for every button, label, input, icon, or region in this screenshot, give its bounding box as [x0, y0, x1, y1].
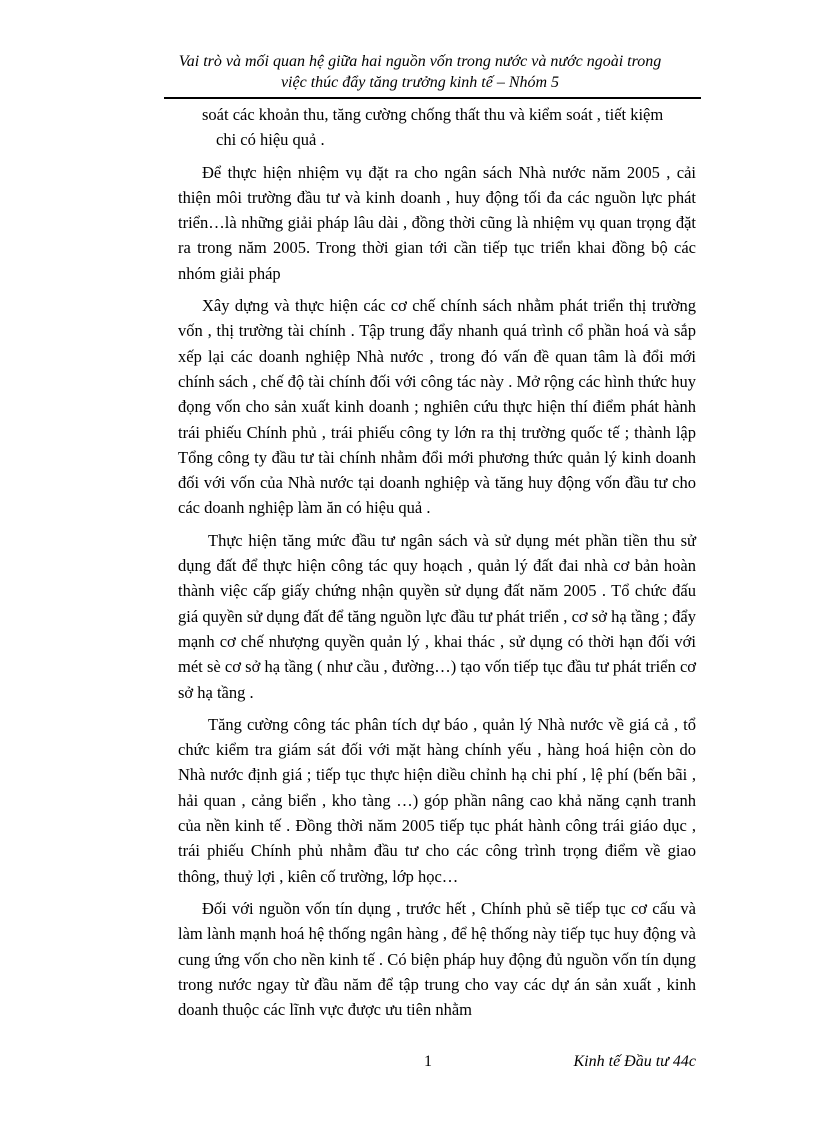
header-line-2: việc thúc đẩy tăng trưởng kinh tế – Nhóm 5 [280, 74, 560, 91]
header-line-1: Vai trò và mối quan hệ giữa hai nguồn vốn trong nước và nước ngoài trong [178, 53, 662, 70]
body-text [178, 102, 696, 1029]
paragraph-continued [178, 102, 696, 153]
page-number: 1 [424, 1053, 432, 1070]
paragraph-4: Tăng cường công tác phân tích dự báo , quản lý Nhà nước về giá cả , tổ chức kiểm tra giám sát đối với mặt hàng chính yếu , hàng hoá hiện còn do Nhà nước định giá ; tiếp tục thực hiện diều chỉnh hạ chi phí , lệ phí (bến bãi , hải quan , cảng biển , kho tàng …) góp phần nâng cao khả năng cạnh tranh của nền kinh tế . Đồng thời năm 2005 tiếp tục phát hành công trái giáo dục , trái phiếu Chính phủ nhằm đầu tư cho các công trình trọng điểm về giao thông, thuỷ lợi , kiên cố trường, lớp học… [178, 714, 696, 886]
paragraph-1: Để thực hiện nhiệm vụ đặt ra cho ngân sách Nhà nước năm 2005 , cải thiện môi trường đầu tư và kinh doanh , huy động tối đa các nguồn lực phát triển…là những giải pháp lâu dài , đồng thời cũng là nhiệm vụ quan trọng đặt ra trong năm 2005. Trong thời gian tới cần tiếp tục triển khai đồng bộ các nhóm giải pháp [178, 162, 696, 283]
header-rule [164, 97, 701, 99]
paragraph-3: Thực hiện tăng mức đầu tư ngân sách và sử dụng mét phần tiền thu sử dụng đất để thực hiện công tác quy hoạch , quản lý đất đai nhà cơ bản hoàn thành việc cấp giấy chứng nhận quyền sử dụng đất năm 2005 . Tổ chức đấu giá quyền sử dụng đất để tăng nguồn lực đầu tư phát triển , cơ sở hạ tầng ; đẩy mạnh cơ chế nhượng quyền quản lý , khai thác , sử dụng có thời hạn đối với mét sè cơ sở hạ tầng ( như cầu , đường…) tạo vốn tiếp tục đầu tư phát triển cơ sở hạ tầng . [178, 530, 696, 702]
paragraph-2: Xây dựng và thực hiện các cơ chế chính sách nhằm phát triển thị trường vốn , thị trường tài chính . Tập trung đẩy nhanh quá trình cổ phần hoá và sắp xếp lại các doanh nghiệp Nhà nước , trong đó vấn đề quan tâm là đổi mới chính sách , chế độ tài chính đối với công tác này . Mở rộng các hình thức huy đọng vốn cho sản xuất kinh doanh ; nghiên cứu thực hiện thí điểm phát hành trái phiếu Chính phủ , trái phiếu công ty lớn ra thị trường quốc tế ; thành lập Tổng công ty đầu tư tài chính nhằm đổi mới phương thức quản lý kinh doanh đối với vốn của Nhà nước tại doanh nghiệp và tăng huy động vốn đầu tư cho các doanh nghiệp làm ăn có hiệu quả . [178, 296, 696, 518]
footer-course-label: Kinh tế Đầu tư 44c [573, 1053, 696, 1070]
paragraph-5: Đối với nguồn vốn tín dụng , trước hết , Chính phủ sẽ tiếp tục cơ cấu và làm lành mạnh hoá hệ thống ngân hàng , để hệ thống này tiếp tục huy động và cung ứng vốn cho nền kinh tế . Có biện pháp huy động đủ nguồn vốn tín dụng trong nước ngay từ đầu năm để tập trung cho vay các dự án sản xuất , kinh doanh thuộc các lĩnh vực được ưu tiên nhằm [178, 898, 696, 1020]
paragraph-continued-line-2: chi có hiệu quả . [216, 130, 325, 150]
page-header [140, 51, 700, 93]
paragraph-continued-line-1: soát các khoản thu, tăng cường chống thất thu và kiểm soát , tiết kiệm [202, 105, 664, 124]
